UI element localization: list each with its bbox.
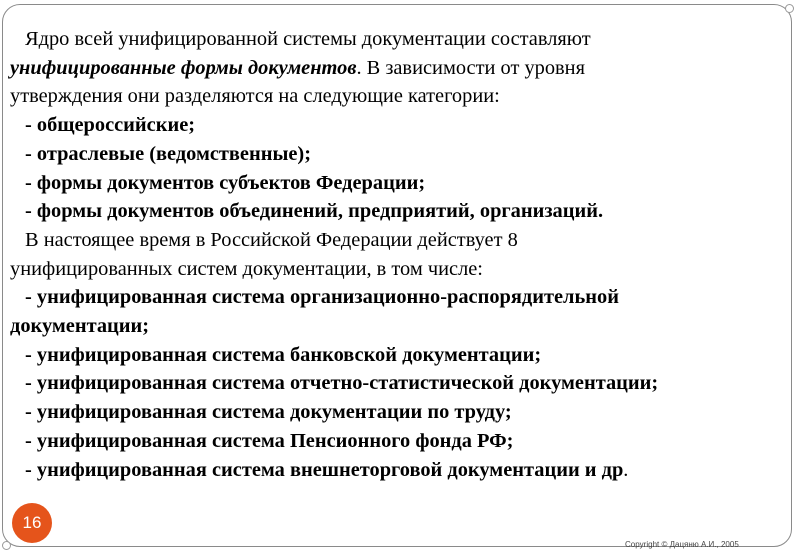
paragraph-1-line-1: Ядро всей унифицированной системы документации составляют xyxy=(25,28,591,50)
paragraph-2-line-1: В настоящее время в Российской Федерации действует 8 xyxy=(25,228,518,251)
frame-corner-dot-bottom-left xyxy=(2,541,11,550)
system-item: - унифицированная система банковской документации; xyxy=(25,343,542,366)
copyright-notice: Copyright © Дацяню А.И., 2005 xyxy=(625,540,739,549)
category-item: - формы документов субъектов Федерации; xyxy=(25,171,426,194)
system-item: - унифицированная система Пенсионного фонда РФ; xyxy=(25,429,514,452)
paragraph-1-line-3: утверждения они разделяются на следующие категории: xyxy=(10,85,500,108)
system-item-last-text: - унифицированная система внешнеторговой документации и др xyxy=(25,458,624,481)
system-item: - унифицированная система документации по труду; xyxy=(25,401,512,424)
paragraph-1-line-2 xyxy=(10,54,794,83)
paragraph-2-line-2: унифицированных систем документации, в том числе: xyxy=(10,257,483,280)
page-number-badge: 16 xyxy=(12,503,52,543)
system-item-last-period: . xyxy=(623,458,629,481)
unified-forms-emphasis: унифицированные формы документов xyxy=(10,56,357,79)
system-item: - унифицированная система отчетно-статистической документации; xyxy=(25,372,659,395)
system-item-continuation: документации; xyxy=(10,315,150,338)
frame-corner-dot-top-right xyxy=(785,4,794,13)
slide-body xyxy=(10,25,794,484)
category-item: - общероссийские; xyxy=(25,114,196,137)
system-item-last xyxy=(10,456,794,485)
category-item: - отраслевые (ведомственные); xyxy=(25,142,312,165)
system-item: - унифицированная система организационно-распорядительной xyxy=(25,286,619,309)
category-item: - формы документов объединений, предприятий, организаций. xyxy=(25,200,604,223)
paragraph-1-line-2-rest: . В зависимости от уровня xyxy=(356,56,585,79)
